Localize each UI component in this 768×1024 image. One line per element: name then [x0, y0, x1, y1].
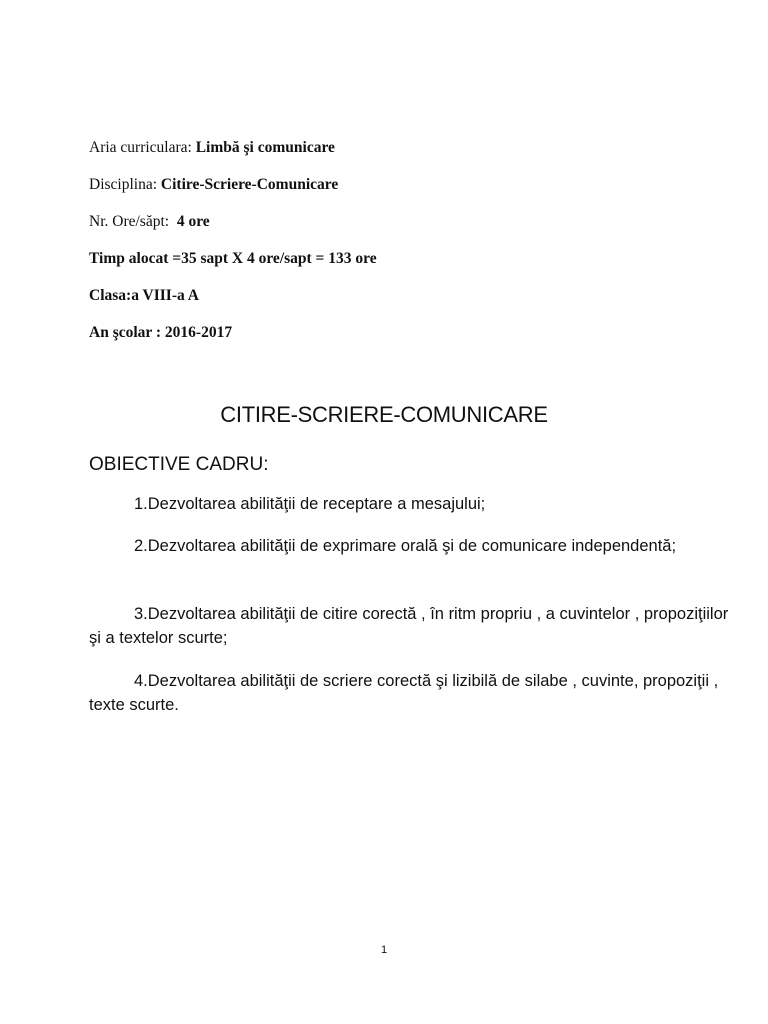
objective-item: 2.Dezvoltarea abilităţii de exprimare orală şi de comunicare independentă;: [134, 537, 677, 555]
an-scolar-line: An şcolar : 2016-2017: [89, 324, 233, 341]
page-number: 1: [380, 944, 388, 956]
disciplina-label: Disciplina:: [89, 176, 161, 193]
objective-item: 1.Dezvoltarea abilităţii de receptare a mesajului;: [134, 495, 486, 513]
timp-alocat-line: Timp alocat =35 sapt X 4 ore/sapt = 133 ore: [89, 250, 377, 267]
ore-value: 4 ore: [176, 213, 210, 230]
disciplina-line: [89, 175, 338, 195]
objective-item: 4.Dezvoltarea abilităţii de scriere corectă şi lizibilă de silabe , cuvinte, propoziţii , texte scurte.: [89, 672, 719, 714]
document-title: CITIRE-SCRIERE-COMUNICARE: [220, 402, 548, 427]
arie-curriculara-label: Aria curriculara:: [89, 139, 196, 156]
arie-curriculara-value: Limbă şi comunicare: [195, 139, 335, 156]
objective-item: 3.Dezvoltarea abilităţii de citire corectă , în ritm propriu , a cuvintelor , propoziţiilor şi a textelor scurte;: [89, 605, 729, 647]
arie-curriculara-line: [89, 138, 335, 158]
disciplina-value: Citire-Scriere-Comunicare: [160, 176, 339, 193]
ore-label: Nr. Ore/săpt:: [89, 213, 177, 230]
objectives-heading: OBIECTIVE CADRU:: [89, 454, 269, 475]
clasa-line: Clasa:a VIII-a A: [89, 287, 199, 304]
ore-line: [89, 212, 210, 232]
